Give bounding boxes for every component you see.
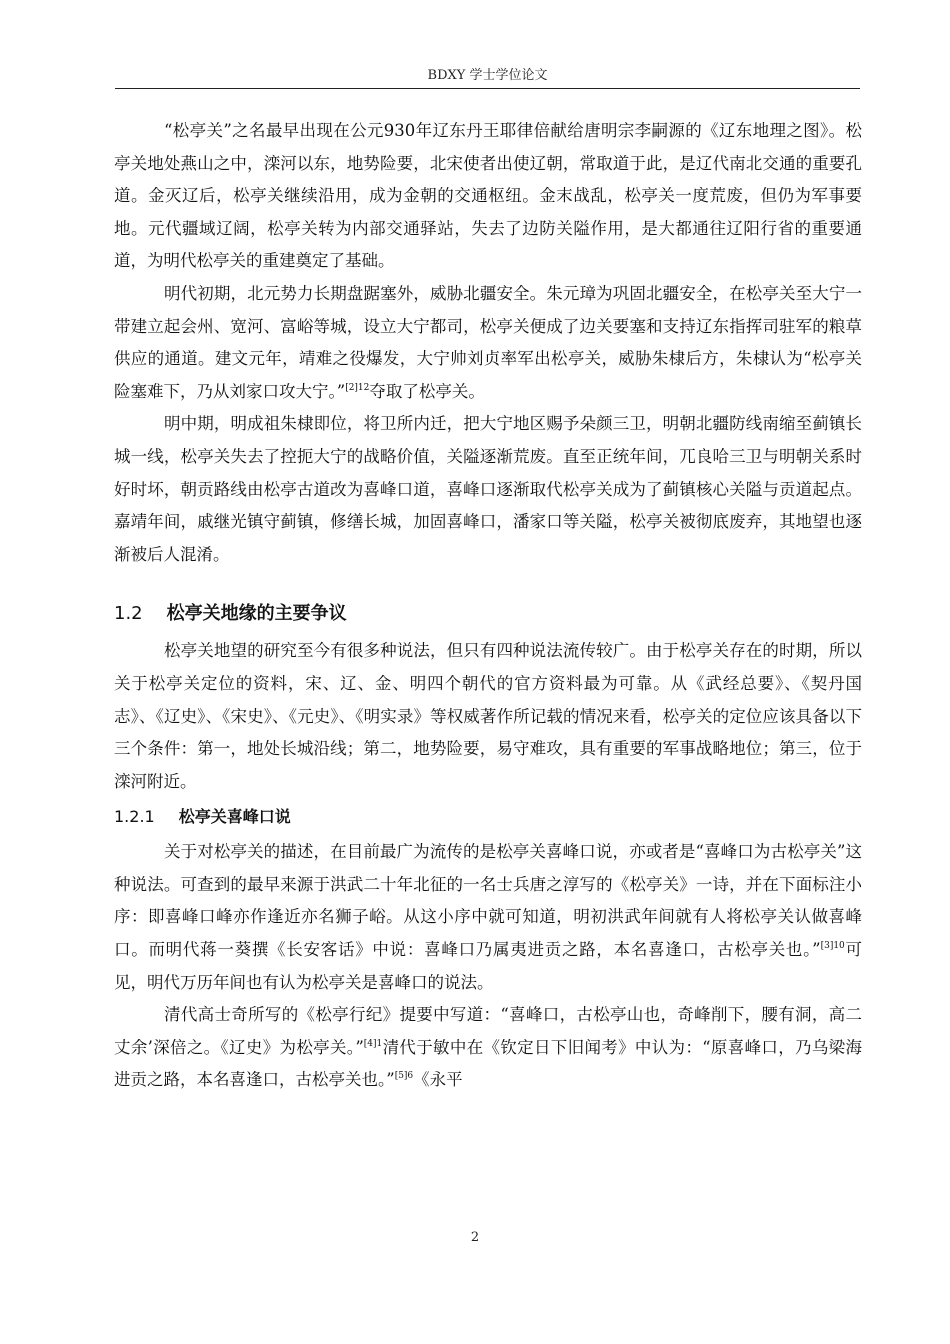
- subsection-title: 松亭关喜峰口说: [178, 807, 291, 827]
- section-number: 1.2: [114, 603, 143, 625]
- citation: [2]12: [345, 382, 370, 393]
- subsection-heading: [114, 802, 862, 832]
- paragraph-text: 清代于敏中在《钦定日下旧闻考》中认为：“原喜峰口，乃乌梁海进贡之路，本名喜逢口，古松亭关也。”: [114, 1037, 862, 1090]
- paragraph-text: 清代高士奇所写的《松亭行纪》提要中写道：“喜峰口，古松亭山也，奇峰削下，腰有洞，高二丈余’深倍之。《辽史》为松亭关。”: [114, 1005, 862, 1057]
- thesis-body: [114, 115, 862, 1097]
- paragraph-early-ming: [114, 278, 862, 408]
- paragraph-xifengkou: [114, 836, 862, 999]
- paragraph-tail: 夺取了松亭关。: [369, 381, 485, 401]
- section-heading: [114, 599, 862, 629]
- paragraph-tail: 可见，明代万历年间也有认为松亭关是喜峰口的说法。: [114, 940, 863, 992]
- page-number: 2: [470, 1230, 480, 1245]
- citation: [5]6: [394, 1071, 414, 1082]
- paragraph-controversy: 松亭关地望的研究至今有很多种说法，但只有四种说法流传较广。由于松亭关存在的时期，所以关于松亭关定位的资料，宋、辽、金、明四个朝代的官方资料最为可靠。从《武经总要》、《契丹国志》、《辽史》、《宋史》、《元史》、《明实录》等权威著作所记载的情况来看，松亭关的定位应该具备以下三个条件：第一，地处长城沿线；第二，地势险要，易守难攻，具有重要的军事战略地位；第三，位于滦河附近。: [114, 641, 862, 791]
- subsection-number: 1.2.1: [114, 807, 155, 827]
- citation: [4]1: [363, 1038, 383, 1049]
- paragraph-tail: 《永平: [413, 1070, 463, 1090]
- paragraph-text: 关于对松亭关的描述，在目前最广为流传的是松亭关喜峰口说，亦或者是“喜峰口为古松亭关”这种说法。可查到的最早来源于洪武二十年北征的一名士兵唐之淳写的《松亭关》一诗，并在下面标注小序：即喜峰口峰亦作逢近亦名狮子峪。从这小序中就可知道，明初洪武年间就有人将松亭关认做喜峰口。而明代蒋一葵撰《长安客话》中说：喜峰口乃属夷进贡之路，本名喜逢口，古松亭关也。”: [114, 842, 862, 960]
- paragraph-origin: “松亭关”之名最早出现在公元930年辽东丹王耶律倍献给唐明宗李嗣源的《辽东地理之图》。松亭关地处燕山之中，滦河以东，地势险要，北宋使者出使辽朝，常取道于此，是辽代南北交通的重要孔道。金灭辽后，松亭关继续沿用，成为金朝的交通枢纽。金末战乱，松亭关一度荒废，但仍为军事要地。元代疆域辽阔，松亭关转为内部交通驿站，失去了边防关隘作用，是大都通往辽阳行省的重要通道，为明代松亭关的重建奠定了基础。: [114, 121, 862, 271]
- header-rule: [115, 88, 860, 89]
- running-header: BDXY 学士学位论文: [427, 68, 548, 83]
- citation: [3]10: [820, 941, 845, 952]
- section-title: 松亭关地缘的主要争议: [166, 603, 347, 625]
- paragraph-text: 明代初期，北元势力长期盘踞塞外，威胁北疆安全。朱元璋为巩固北疆安全，在松亭关至大宁一带建立起会州、宽河、富峪等城，设立大宁都司，松亭关便成了边关要塞和支持辽东指挥司驻军的粮草供应的通道。建文元年，靖难之役爆发，大宁帅刘贞率军出松亭关，威胁朱棣后方，朱棣认为“松亭关险塞难下，乃从刘家口攻大宁。”: [114, 283, 862, 401]
- paragraph-mid-ming: 明中期，明成祖朱棣即位，将卫所内迁，把大宁地区赐予朵颜三卫，明朝北疆防线南缩至蓟镇长城一线，松亭关失去了控扼大宁的战略价值，关隘逐渐荒废。直至正统年间，兀良哈三卫与明朝关系时好时坏，朝贡路线由松亭古道改为喜峰口道，喜峰口逐渐取代松亭关成为了蓟镇核心关隘与贡道起点。嘉靖年间，戚继光镇守蓟镇，修缮长城，加固喜峰口，潘家口等关隘，松亭关被彻底废弃，其地望也逐渐被后人混淆。: [114, 414, 862, 564]
- paragraph-qing: [114, 999, 862, 1097]
